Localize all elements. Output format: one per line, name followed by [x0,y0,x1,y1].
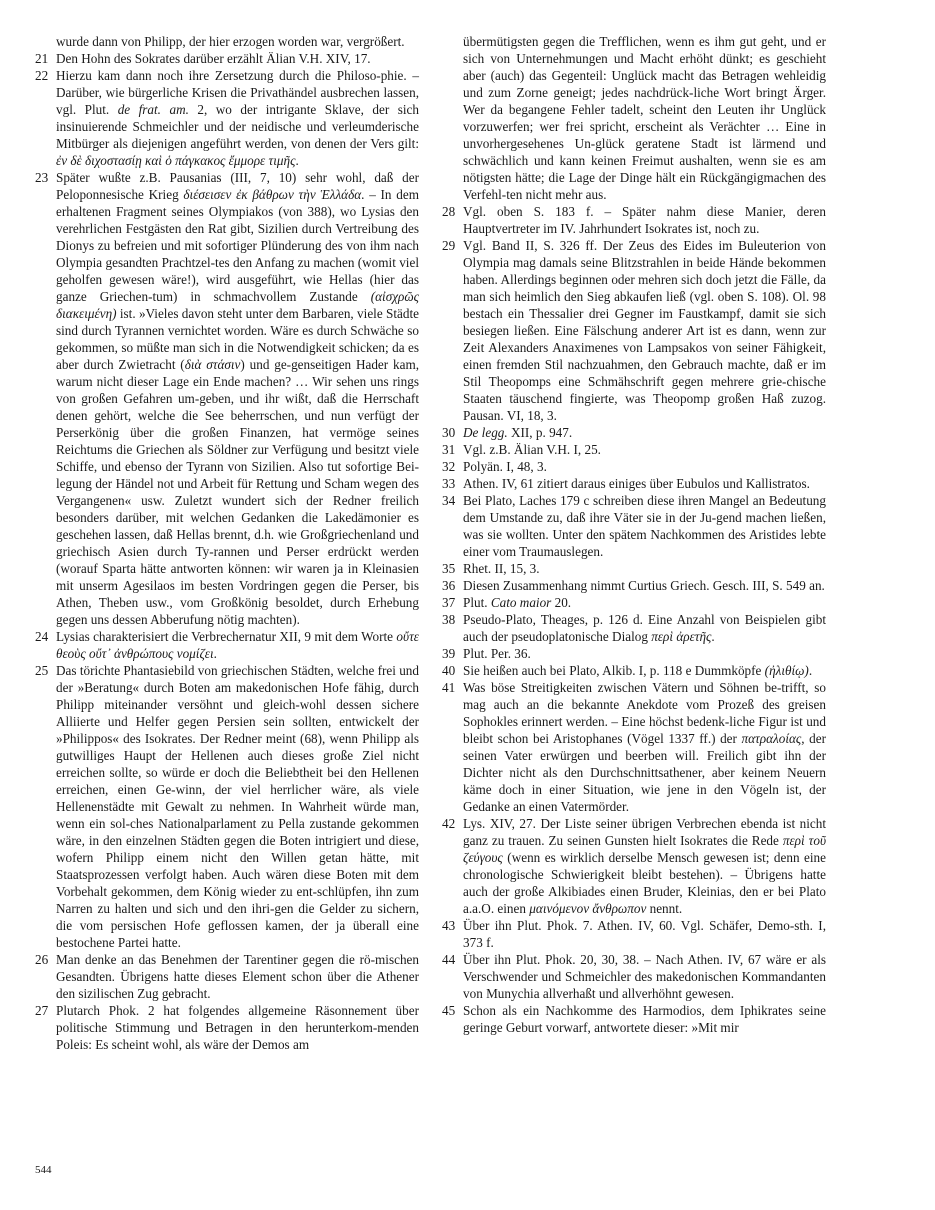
footnote-continuation [35,33,419,50]
footnote-text: Plut. Per. 36. [463,646,531,661]
footnote-number: 39 [442,646,456,661]
footnote-41 [442,679,826,815]
footnote-number: 32 [442,459,456,474]
footnote-39 [442,645,826,662]
footnote-number: 26 [35,952,49,967]
footnote-text: Bei Plato, Laches 179 c schreiben diese ihren Mangel an Bedeutung dem Umstande zu, daß ihre Väter sie in der Ju-gend machen ließen, was sie wollten. Unter den spätem Nachkommen des Aristides lebte einer vom Traumauslegen. [463,493,826,559]
footnote-30 [442,424,826,441]
footnote-text: Vgl. oben S. 183 f. – Später nahm diese Manier, deren Hauptvertreter im IV. Jahrhundert Isokrates ist, noch zu. [463,204,826,236]
footnote-37 [442,594,826,611]
footnote-number: 34 [442,493,456,508]
footnote-number: 37 [442,595,456,610]
footnote-text: Vgl. Band II, S. 326 ff. Der Zeus des Eides im Buleuterion von Olympia mag damals seine Blitzstrahlen in beide Hände bekommen haben. Allerdings beginnen oder mehren sich doch jetzt die Fälle, da man sich heimlich den Sieg abkaufen ließ (vgl. oben S. 108). Ol. 98 bestach ein Thessalier drei Gegner im Faustkampf, damit sie sich besiegen ließen. Eine Fälschung anderer Art ist es dann, wenn zur Zeit Alexanders Anaximenes von Lampsakos von seiner Fähigkeit, einen fremden Stil nachzuahmen, den Gebrauch machte, daß er im Stil Theopomps eine Schmähschrift gegen mehrere grie-chische Staaten täuschend fingierte, was Theopomp großen Haß zuzog. Pausan. VI, 18, 3. [463,238,826,423]
footnote-number: 29 [442,238,456,253]
footnote-text: Man denke an das Benehmen der Tarentiner gegen die rö-mischen Gesandten. Übrigens hatte dieses Element schon über die Athener den sizilischen Zug gebracht. [56,952,419,1001]
footnote-24 [35,628,419,662]
page-number: 544 [35,1164,52,1176]
footnote-number: 31 [442,442,456,457]
footnote-number: 28 [442,204,456,219]
footnote-number: 45 [442,1003,456,1018]
footnote-text: Rhet. II, 15, 3. [463,561,540,576]
footnote-45 [442,1002,826,1036]
footnote-25 [35,662,419,951]
footnote-28 [442,203,826,237]
footnote-continuation [442,33,826,203]
footnote-number: 30 [442,425,456,440]
footnote-text: Was böse Streitigkeiten zwischen Vätern und Söhnen be-trifft, so mag auch an die bekannte Anekdote vom Prozeß des greisen Sophokles erinnert werden. – Eine höchst bedenk-liche Figur ist und bleibt schon bei Aristophanes (Vögel 1337 ff.) der πατραλοίας, der seinen Vater erwürgen und beerben will. Freilich gibt ihn der Dichter nicht als den Durchschnittsathener, aber keinem Neuern käme doch in einer Situation, wie jene in den Vögeln ist, der Gedanke an einen Vatermörder. [463,680,827,814]
footnote-34 [442,492,826,560]
footnote-23 [35,169,419,628]
footnote-text: Den Hohn des Sokrates darüber erzählt Älian V.H. XIV, 17. [56,51,371,66]
footnote-text: Über ihn Plut. Phok. 7. Athen. IV, 60. Vgl. Schäfer, Demo-sth. I, 373 f. [463,918,826,950]
footnote-number: 27 [35,1003,49,1018]
footnote-36 [442,577,826,594]
footnote-number: 44 [442,952,456,967]
footnote-text: Schon als ein Nachkomme des Harmodios, dem Iphikrates seine geringe Geburt vorwarf, antwortete dieser: »Mit mir [463,1003,826,1035]
footnote-text: Lys. XIV, 27. Der Liste seiner übrigen Verbrechen ebenda ist nicht ganz zu trauen. Zu seinen Gunsten hielt Isokrates die Rede περὶ τοῦ ζεύγους (wenn es wirklich derselbe Mensch gewesen ist; denn eine chronologische Schwierigkeit bleibt bestehen). – Übrigens hatte auch der große Alkibiades einen Bruder, Kleinias, den er bei Plato a.a.O. einen μαινόμενον ἄνθρωπον nennt. [463,816,826,916]
footnote-text: Vgl. z.B. Älian V.H. I, 25. [463,442,601,457]
footnote-22 [35,67,419,169]
right-column [442,33,826,1036]
footnote-42 [442,815,826,917]
footnote-text: Über ihn Plut. Phok. 20, 30, 38. – Nach Athen. IV, 67 wäre er als Verschwender und Schmeichler des makedonischen Kommandanten von Munychia allverhaßt und allverhöhnt gewesen. [463,952,826,1001]
footnote-43 [442,917,826,951]
footnote-text: Lysias charakterisiert die Verbrechernatur XII, 9 mit dem Worte οὔτε θεοὺς οὔτ᾽ ἀνθρώπους νομίζει. [56,629,419,661]
footnote-33 [442,475,826,492]
footnote-number: 35 [442,561,456,576]
footnote-35 [442,560,826,577]
footnote-38 [442,611,826,645]
footnote-number: 21 [35,51,49,66]
footnote-number: 41 [442,680,456,695]
footnote-text: übermütigsten gegen die Trefflichen, wenn es ihm gut geht, und er sich von Unternehmungen und Macht erhöht dünkt; es geschieht aber (auch) das Gegenteil: Unglück macht das Betragen wehleidig und zum Zorne geneigt; jedes nachdrück-liche Wort bringt Ärger. Wer da begangene Fehler tadelt, scheint den Leuten ihr Unglück vorzuwerfen; wer frei spricht, erscheint als Verächter … Eine in unvorhergesehenes Un-glück geratene Stadt ist lärmend und schwächlich und kann keinen Freimut aushalten, wenn sie es am nötigsten hätte; die Lage der Dinge hält ein Rückgängigmachen des Verfehl-ten nicht mehr aus. [463,34,826,202]
footnote-text: wurde dann von Philipp, der hier erzogen worden war, vergrößert. [56,34,405,49]
footnote-21 [35,50,419,67]
footnote-number: 43 [442,918,456,933]
footnote-text: Athen. IV, 61 zitiert daraus einiges über Eubulos und Kallistratos. [463,476,810,491]
footnote-number: 24 [35,629,49,644]
footnote-26 [35,951,419,1002]
footnote-32 [442,458,826,475]
footnote-text: Plutarch Phok. 2 hat folgendes allgemeine Räsonnement über politische Stimmung und Betragen in den herunterkom-menden Poleis: Es scheint wohl, als wäre der Demos am [56,1003,419,1052]
footnote-number: 40 [442,663,456,678]
footnote-text: Polyän. I, 48, 3. [463,459,547,474]
footnote-31 [442,441,826,458]
footnote-text: Hierzu kam dann noch ihre Zersetzung durch die Philoso-phie. – Darüber, wie bürgerliche Krisen die Privathändel ausbrechen lassen, vgl. Plut. de frat. am. 2, wo der intrigante Sklave, der sich insinuierende Schmeichler und der neidische und verleumderische Mitbürger als diejenigen angeführt werden, von denen der Vers gilt: ἐν δὲ διχοστασίῃ καὶ ὁ πάγκακος ἔμμορε τιμῆς. [56,68,419,168]
footnote-text: De legg. XII, p. 947. [463,425,573,440]
footnote-text: Diesen Zusammenhang nimmt Curtius Griech. Gesch. III, S. 549 an. [463,578,825,593]
footnote-number: 33 [442,476,456,491]
left-column [35,33,419,1053]
footnote-number: 22 [35,68,49,83]
footnote-text: Pseudo-Plato, Theages, p. 126 d. Eine Anzahl von Beispielen gibt auch der pseudoplatonische Dialog περὶ ἀρετῆς. [463,612,826,644]
footnote-number: 23 [35,170,49,185]
footnote-40 [442,662,826,679]
footnote-text: Später wußte z.B. Pausanias (III, 7, 10) sehr wohl, daß der Peloponnesische Krieg διέσεισεν ἐκ βάθρων τὴν Ἑλλάδα. – In dem erhaltenen Fragment seines Olympiakos (von 388), wo Lysias den verehrlichen Festgästen den Rat gibt, Sizilien durch Vertreibung des Dionys zu befreien und mit sofortiger Plünderung des von ihm nach Olympia gesandten Prachtzel-tes den Anfang zu machen (womit viel geholfen gewesen wäre!), wird ausgeführt, wie Hellas (hier das ganze Griechen-tum) in schmachvollem Zustande (αἰσχρῶς διακειμένη) ist. »Vieles davon steht unter dem Barbaren, viele Städte sind durch Tyrannen vernichtet worden. Wäre es durch Schwäche so gekommen, so müßte man sich in die Notwendigkeit schicken; da es aber durch Zwietracht (διὰ στάσιν) und ge-genseitigen Hader kam, warum nicht dieser Lage ein Ende machen? … Wir sehen uns rings von großen Gefahren um-geben, und ihr wißt, daß die Herrschaft denen gehört, welche die See beherrschen, und nun verfügt der Perserkönig über die großen Finanzen, hat vermöge seines Reichtums die Griechen als Söldner zur Verfügung und besitzt viele Schiffe, und ebenso der Tyrann von Sizilien. Also tut sofortige Bei-legung der Händel not und Arbeit für Rettung und Scham wegen des Vergangenen« usw. Zuletzt wundert sich der Redner freilich besonders darüber, mit welchen Gedanken die Lakedämonier es geschehen lassen, daß Hellas brennt, d.h. wie Großgriechenland und griechisch Asien durch Ty-rannen und Perser erdrückt werden (worauf Sparta hätte antworten können: wir waren ja in Kleinasien mit unserm Agesilaos im besten Vordringen gegen die Perser, bis Athen, Theben usw., vom Großkönig besoldet, durch Erhebung gegen uns dessen Abberufung nötig machten). [56,170,419,627]
footnote-text: Das törichte Phantasiebild von griechischen Städten, welche frei und der »Beratung« durch Boten am makedonischen Hofe fähig, durch Philipp miteinander versöhnt und gleich-wohl dessen sichere Alliierte und Helfer gegen Persien sein sollten, entwickelt der »Philippos« des Isokrates. Der Redner meint (68), wenn Philipp als gutwilliges Haupt der Hellenen auch dieses große Ziel nicht erreichen sollte, so würde er doch die Beliebtheit bei den Hellenen erreichen, einen Ge-winn, der viel herrlicher wäre, als viele Hellenenstädte mit Gewalt zu nehmen. In Wahrheit würde man, wenn ein sol-ches Nationalparlament zu Pella zustande gekommen wäre, in den einzelnen Städten gegen die Boten intrigiert und diese, wofern Philipp einem nicht den Willen getan hätte, mit Staatsprozessen verfolgt haben. Auch wären diese Boten mit dem Vorbehalt gekommen, dem König wieder zu ent-schlüpfen, ihn zum Narren zu halten und sich und den ihri-gen die Gelder zu sichern, die vom persischen Hofe geflossen kamen, der ja überall eine bestochene Partei hatte. [56,663,419,950]
footnote-number: 25 [35,663,49,678]
footnote-text: Plut. Cato maior 20. [463,595,572,610]
footnote-number: 38 [442,612,456,627]
footnote-44 [442,951,826,1002]
footnote-number: 36 [442,578,456,593]
footnote-text: Sie heißen auch bei Plato, Alkib. I, p. 118 e Dummköpfe (ἠλιθίῳ). [463,663,813,678]
footnote-29 [442,237,826,424]
footnote-27 [35,1002,419,1053]
footnote-number: 42 [442,816,456,831]
